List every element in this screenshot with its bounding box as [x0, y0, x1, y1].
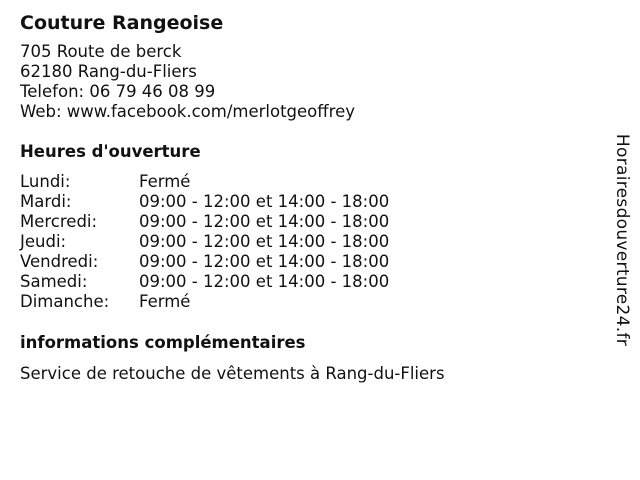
day-label: Jeudi: [20, 232, 67, 251]
day-label: Mercredi: [20, 212, 98, 231]
day-hours: Fermé [139, 292, 191, 311]
city-address: 62180 Rang-du-Fliers [20, 62, 197, 81]
hours-row-friday [20, 252, 600, 272]
hours-heading: Heures d'ouverture [20, 142, 201, 161]
street-address: 705 Route de berck [20, 42, 182, 61]
day-label: Mardi: [20, 192, 72, 211]
hours-row-tuesday [20, 192, 600, 212]
hours-table [20, 172, 600, 312]
day-label: Dimanche: [20, 292, 110, 311]
day-label: Samedi: [20, 272, 88, 291]
day-hours: 09:00 - 12:00 et 14:00 - 18:00 [139, 272, 390, 291]
hours-row-thursday [20, 232, 600, 252]
hours-row-sunday [20, 292, 600, 312]
day-label: Lundi: [20, 172, 71, 191]
day-hours: 09:00 - 12:00 et 14:00 - 18:00 [139, 192, 390, 211]
info-heading: informations complémentaires [20, 333, 306, 352]
business-name: Couture Rangeoise [20, 12, 224, 34]
day-hours: 09:00 - 12:00 et 14:00 - 18:00 [139, 212, 390, 231]
site-watermark: Horairesdouverture24.fr [612, 133, 632, 347]
phone-number: Telefon: 06 79 46 08 99 [20, 82, 216, 101]
info-description: Service de retouche de vêtements à Rang-du-Fliers [20, 364, 445, 383]
hours-row-monday [20, 172, 600, 192]
business-card [20, 10, 600, 385]
website-link[interactable]: Web: www.facebook.com/merlotgeoffrey [20, 102, 355, 121]
day-hours: 09:00 - 12:00 et 14:00 - 18:00 [139, 232, 390, 251]
day-hours: Fermé [139, 172, 191, 191]
day-hours: 09:00 - 12:00 et 14:00 - 18:00 [139, 252, 390, 271]
day-label: Vendredi: [20, 252, 99, 271]
hours-row-saturday [20, 272, 600, 292]
hours-row-wednesday [20, 212, 600, 232]
contact-block [20, 42, 600, 122]
